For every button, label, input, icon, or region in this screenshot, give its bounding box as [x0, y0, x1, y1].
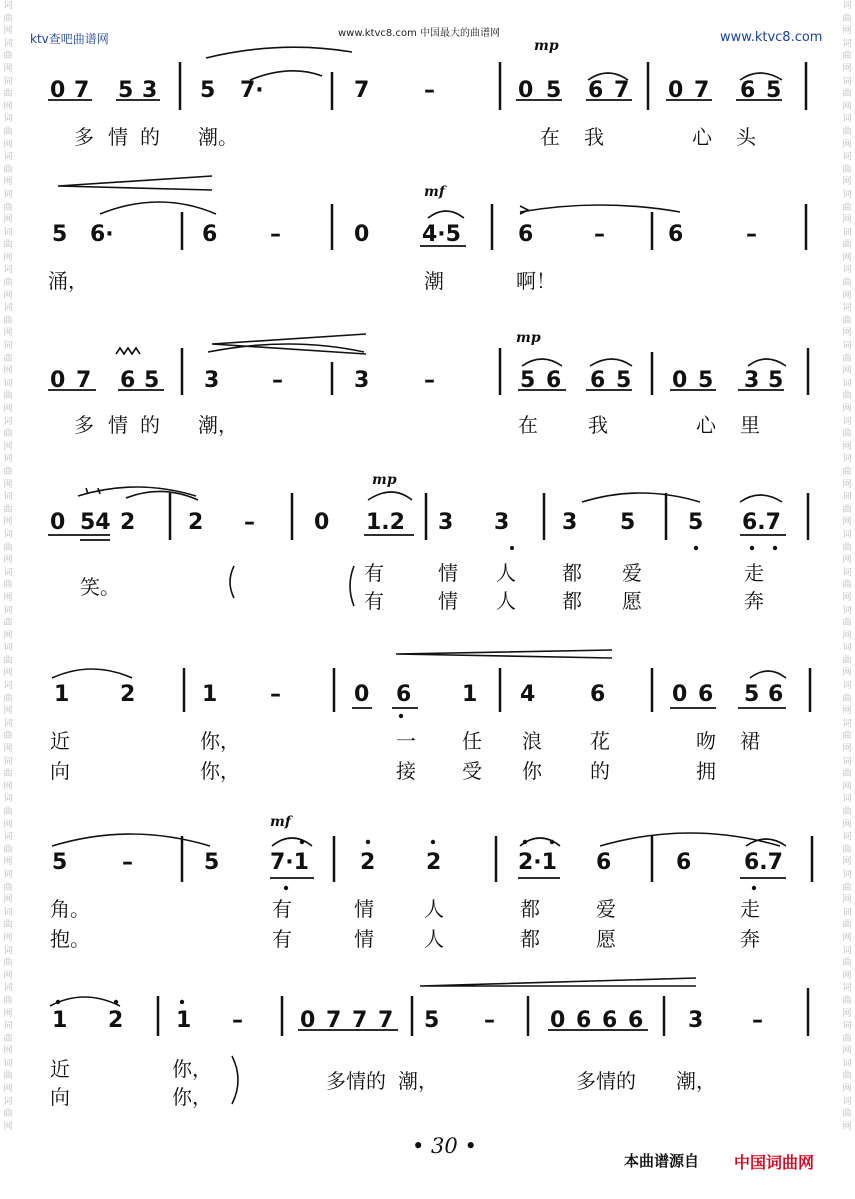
note: 7: [74, 78, 90, 103]
note: 6: [590, 682, 606, 707]
note: 0: [354, 682, 370, 707]
note: 5: [144, 368, 160, 393]
dynamic-mark: mp: [372, 472, 397, 488]
note: 2·1: [518, 850, 557, 875]
note: 1.2: [366, 510, 405, 535]
note: 6: [698, 682, 714, 707]
lyric: 我: [588, 413, 608, 437]
note: –: [272, 368, 283, 393]
note: 3: [142, 78, 158, 103]
lyric-second-verse: 都: [562, 589, 582, 613]
lyric: 角。: [50, 897, 90, 921]
dynamic-mark: mf: [270, 814, 291, 830]
lyric-second-verse: 愿: [596, 927, 616, 951]
note: 6: [768, 682, 784, 707]
note: 6: [602, 1008, 618, 1033]
note: 5: [52, 222, 68, 247]
note: 6·: [90, 222, 114, 247]
note: –: [270, 222, 281, 247]
lyric: 走: [740, 897, 760, 921]
lyric: 情: [354, 897, 374, 921]
dynamic-mark: mp: [516, 330, 541, 346]
note: 6: [546, 368, 562, 393]
page-number: • 30 •: [412, 1134, 477, 1158]
note: 1: [52, 1008, 68, 1033]
lyric: 的: [140, 125, 160, 149]
note: 54: [80, 510, 111, 535]
lyric-second-verse: 奔: [740, 927, 760, 951]
note: –: [752, 1008, 763, 1033]
lyric: 多情的: [576, 1069, 636, 1093]
note: 5: [744, 682, 760, 707]
lyric: 的: [140, 413, 160, 437]
note: 7·1: [270, 850, 309, 875]
lyric-second-verse: 有: [272, 927, 292, 951]
lyric: 潮，: [676, 1069, 716, 1093]
note: 5: [620, 510, 636, 535]
note: 5: [688, 510, 704, 535]
note: 2: [426, 850, 442, 875]
note: –: [746, 222, 757, 247]
note: 6: [120, 368, 136, 393]
note: 1: [176, 1008, 192, 1033]
lyric: 浪: [522, 729, 542, 753]
lyric: 我: [584, 125, 604, 149]
header-site-name[interactable]: ktv查吧曲谱网: [30, 32, 109, 46]
note: 5: [766, 78, 782, 103]
side-watermark-left: 词曲网词曲网词曲网词曲网词曲网词曲网词曲网词曲网词曲网词曲网词曲网词曲网词曲网词曲网词曲网词曲网词曲网词曲网词曲网词曲网词曲网词曲网词曲网词曲网词曲网词曲网词曲网词曲网词曲网词曲网: [3, 1, 13, 1132]
lyric: 都: [520, 897, 540, 921]
lyric-second-verse: 有: [364, 589, 384, 613]
source-credit-site-link[interactable]: 中国词曲网: [734, 1153, 815, 1172]
note: 5: [768, 368, 784, 393]
lyric: 有: [364, 561, 384, 585]
lyric-second-verse: 向: [50, 1085, 70, 1109]
lyric-second-verse: 接: [396, 759, 416, 783]
note: 2: [188, 510, 204, 535]
note: –: [424, 368, 435, 393]
note: 0: [354, 222, 370, 247]
side-watermark-right: 词曲网词曲网词曲网词曲网词曲网词曲网词曲网词曲网词曲网词曲网词曲网词曲网词曲网词曲网词曲网词曲网词曲网词曲网词曲网词曲网词曲网词曲网词曲网词曲网词曲网词曲网词曲网词曲网词曲网词曲网: [842, 1, 852, 1132]
note: 3: [438, 510, 454, 535]
lyric: 在: [518, 413, 538, 437]
lyric: 情: [108, 125, 128, 149]
lyric-second-verse: 愿: [622, 589, 642, 613]
note: 7: [76, 368, 92, 393]
lyric: 里: [740, 413, 760, 437]
note: 3: [204, 368, 220, 393]
note: 7: [378, 1008, 394, 1033]
lyric: 近: [50, 1057, 70, 1081]
note: 6: [590, 368, 606, 393]
note: 6: [740, 78, 756, 103]
note: 1: [54, 682, 70, 707]
lyric: 情: [108, 413, 128, 437]
lyric: 你，: [172, 1057, 212, 1081]
source-credit-label: 本曲谱源自: [624, 1152, 700, 1170]
note: 7: [614, 78, 630, 103]
lyric: 潮。: [198, 125, 238, 149]
note: 6: [396, 682, 412, 707]
lyric: 裙: [740, 729, 760, 753]
note: 0: [550, 1008, 566, 1033]
lyric: 吻: [696, 729, 716, 753]
lyric-second-verse: 你，: [200, 759, 240, 783]
lyric: 多情的: [326, 1069, 386, 1093]
note: 3: [688, 1008, 704, 1033]
note: 0: [668, 78, 684, 103]
note: 0: [314, 510, 330, 535]
lyric: 潮，: [198, 413, 238, 437]
lyric: 人: [496, 561, 516, 585]
note: 4: [520, 682, 536, 707]
note: 0: [50, 368, 66, 393]
lyric: 头: [736, 125, 756, 149]
note: 6: [596, 850, 612, 875]
lyric-second-verse: 受: [462, 759, 482, 783]
note: 7·: [240, 78, 264, 103]
note: 1: [462, 682, 478, 707]
lyric: 潮，: [398, 1069, 438, 1093]
lyric: 你，: [200, 729, 240, 753]
lyric-second-verse: 情: [438, 589, 458, 613]
note: 5: [520, 368, 536, 393]
note: –: [424, 78, 435, 103]
note: 1: [202, 682, 218, 707]
note: –: [244, 510, 255, 535]
note: 6: [628, 1008, 644, 1033]
lyric-second-verse: 的: [590, 759, 610, 783]
note: 7: [354, 78, 370, 103]
lyric: 爱: [596, 897, 616, 921]
note: 6: [588, 78, 604, 103]
note: 0: [672, 682, 688, 707]
note: 5: [546, 78, 562, 103]
dynamic-mark: mf: [424, 184, 445, 200]
note: –: [484, 1008, 495, 1033]
note: 0: [518, 78, 534, 103]
note: 0: [50, 510, 66, 535]
lyric: 任: [462, 729, 482, 753]
lyric-second-verse: 抱。: [50, 927, 90, 951]
note: 6: [202, 222, 218, 247]
lyric: 有: [272, 897, 292, 921]
note: 6: [576, 1008, 592, 1033]
note: 2: [120, 682, 136, 707]
barlines: [158, 62, 812, 1036]
note: 5: [424, 1008, 440, 1033]
note: –: [594, 222, 605, 247]
note: –: [232, 1008, 243, 1033]
note: 0: [50, 78, 66, 103]
lyric-second-verse: 情: [354, 927, 374, 951]
lyric: 啊！: [516, 269, 556, 293]
lyric-second-verse: 奔: [744, 589, 764, 613]
dynamic-mark: mp: [534, 38, 559, 54]
note: –: [270, 682, 281, 707]
note: 6: [668, 222, 684, 247]
note: 4·5: [422, 222, 461, 247]
lyric-second-verse: 人: [424, 927, 444, 951]
note: 0: [300, 1008, 316, 1033]
note: 7: [326, 1008, 342, 1033]
lyric-second-verse: 你: [522, 759, 542, 783]
lyric: 一: [396, 729, 416, 753]
lyric-second-verse: 都: [520, 927, 540, 951]
header-site-url[interactable]: www.ktvc8.com: [720, 30, 823, 45]
octave-dots: [56, 546, 777, 1004]
lyric: 心: [696, 413, 716, 437]
header-site-slogan[interactable]: www.ktvc8.com 中国最大的曲谱网: [338, 28, 501, 39]
lyric: 涌，: [48, 269, 88, 293]
lyric: 笑。: [80, 575, 120, 599]
lyric: 情: [438, 561, 458, 585]
note: 3: [354, 368, 370, 393]
lyric: 花: [590, 729, 610, 753]
note: 0: [672, 368, 688, 393]
note: 2: [360, 850, 376, 875]
note: 7: [694, 78, 710, 103]
lyric: 在: [540, 125, 560, 149]
note: 2: [108, 1008, 124, 1033]
lyric-second-verse: 人: [496, 589, 516, 613]
lyric-second-verse: 拥: [696, 759, 716, 783]
note: 2: [120, 510, 136, 535]
lyric-second-verse: 你，: [172, 1085, 212, 1109]
note: 6: [518, 222, 534, 247]
note: 5: [616, 368, 632, 393]
lyric: 人: [424, 897, 444, 921]
lyric-second-verse: 向: [50, 759, 70, 783]
note: 5: [52, 850, 68, 875]
note: 6.7: [742, 510, 781, 535]
note: 5: [698, 368, 714, 393]
note: 3: [744, 368, 760, 393]
note: 6.7: [744, 850, 783, 875]
lyric: 近: [50, 729, 70, 753]
note: 5: [200, 78, 216, 103]
lyric: 走: [744, 561, 764, 585]
note: 7: [352, 1008, 368, 1033]
note: 3: [494, 510, 510, 535]
note: 5: [204, 850, 220, 875]
lyric: 爱: [622, 561, 642, 585]
lyric: 潮: [424, 269, 444, 293]
note: 5: [118, 78, 134, 103]
lyric: 都: [562, 561, 582, 585]
note: 6: [676, 850, 692, 875]
lyric: 多: [74, 125, 94, 149]
note: 3: [562, 510, 578, 535]
lyric: 心: [692, 125, 712, 149]
note: –: [122, 850, 133, 875]
lyric: 多: [74, 413, 94, 437]
